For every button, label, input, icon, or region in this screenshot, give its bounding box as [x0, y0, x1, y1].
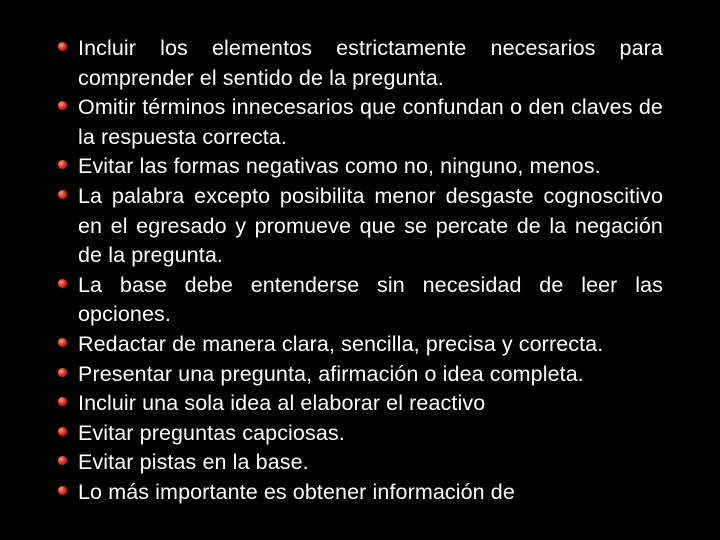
- bullet-item: [58, 34, 663, 93]
- bullet-icon: [58, 42, 67, 51]
- bullet-item: [58, 448, 663, 478]
- bullet-text: Presentar una pregunta, afirmación o idea completa.: [78, 361, 584, 386]
- bullet-text: La palabra excepto posibilita menor desgaste cognoscitivo en el egresado y promueve que se percate de la negación de la pregunta.: [78, 183, 663, 268]
- bullet-icon: [58, 190, 67, 199]
- bullet-icon: [58, 101, 67, 110]
- bullet-text: Incluir los elementos estrictamente necesarios para comprender el sentido de la pregunta.: [78, 36, 663, 90]
- bullet-icon: [58, 338, 67, 347]
- bullet-icon: [58, 486, 67, 495]
- bullet-item: [58, 182, 663, 271]
- bullet-item: [58, 389, 663, 419]
- bullet-icon: [58, 456, 67, 465]
- bullet-text: Incluir una sola idea al elaborar el reactivo: [78, 391, 486, 416]
- bullet-text: Evitar preguntas capciosas.: [78, 420, 345, 445]
- bullet-icon: [58, 397, 67, 406]
- bullet-item: [58, 360, 663, 390]
- bullet-text: Evitar las formas negativas como no, ninguno, menos.: [78, 154, 601, 179]
- bullet-item: [58, 271, 663, 330]
- bullet-text: Omitir términos innecesarios que confundan o den claves de la respuesta correcta.: [78, 95, 663, 149]
- bullet-icon: [58, 368, 67, 377]
- bullet-item: [58, 330, 663, 360]
- bullet-item: [58, 478, 663, 508]
- bullet-text: Lo más importante es obtener información de: [78, 479, 515, 504]
- bullet-item: [58, 419, 663, 449]
- bullet-icon: [58, 427, 67, 436]
- bullet-text: La base debe entenderse sin necesidad de leer las opciones.: [78, 272, 663, 327]
- bullet-icon: [58, 279, 67, 288]
- bullet-list: [58, 34, 663, 508]
- bullet-text: Redactar de manera clara, sencilla, precisa y correcta.: [78, 331, 604, 356]
- bullet-item: [58, 152, 663, 182]
- bullet-icon: [58, 160, 67, 169]
- bullet-text: Evitar pistas en la base.: [78, 450, 309, 475]
- bullet-item: [58, 93, 663, 152]
